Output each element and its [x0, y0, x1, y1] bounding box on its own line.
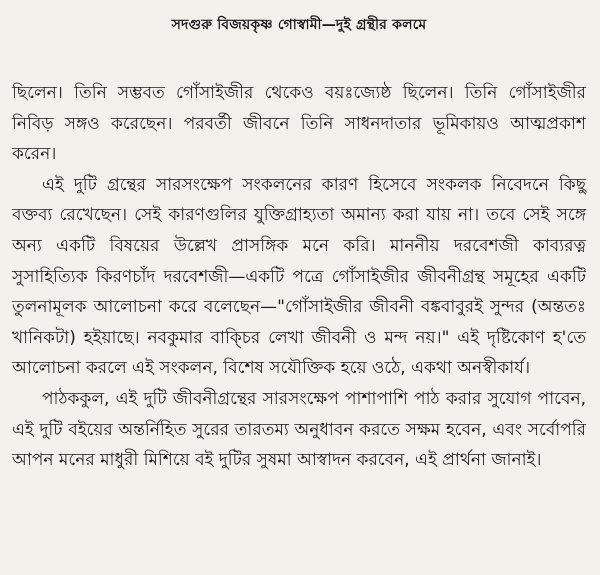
paragraph-continued: ছিলেন। তিনি সম্ভবত গোঁসাইজীর থেকেও বয়ঃজ্যেষ্ঠ ছিলেন। তিনি গোঁসাইজীর নিবিড় সঙ্গও করেছেন। পরবর্তী জীবনে তিনি সাধনদাতার ভূমিকায়ও আত্মপ্রকাশ করেন। — [12, 83, 586, 165]
paragraph: এই দুটি গ্রন্থের সারসংক্ষেপ সংকলনের কারণ হিসেবে সংকলক নিবেদনে কিছু বক্তব্য রেখেছেন। সেই কারণগুলির যুক্তিগ্রাহ্যতা অমান্য করা যায় না। তবে সেই সঙ্গে অন্য একটি বিষয়ের উল্লেখ প্রাসঙ্গিক মনে করি। মাননীয় দরবেশজী কাব্যরত্ন সুসাহিত্যিক কিরণচাঁদ দরবেশজী—একটি পত্রে গোঁসাইজীর জীবনীগ্রন্থ সমূহের একটি তুলনামূলক আলোচনা করে বলেছেন—"গোঁসাইজীর জীবনী বঙ্কবাবুরই সুন্দর (অন্ততঃ খানিকটা) হইয়াছে। নবকুমার বাক্চির লেখা জীবনী ও মন্দ নয়।" এই দৃষ্টিকোণ হ'তে আলোচনা করলে এই সংকলন, বিশেষ সযৌক্তিক হয়ে ওঠে, একথা অনস্বীকার্য। — [12, 174, 586, 379]
body-text — [12, 78, 586, 476]
paragraph: পাঠককুল, এই দুটি জীবনীগ্রন্থের সারসংক্ষেপ পাশাপাশি পাঠ করার সুযোগ পাবেন, এই দুটি বইয়ের অন্তর্নিহিত সুরের তারতম্য অনুধাবন করতে সক্ষম হবেন, এবং সর্বোপরি আপন মনের মাধুরী মিশিয়ে বই দুটির সুষমা আস্বাদন করবেন, এই প্রার্থনা জানাই। — [12, 388, 586, 471]
running-head: সদগুরু বিজয়কৃষ্ণ গোস্বামী—দুই গ্রন্থীর কলমে — [171, 17, 427, 33]
